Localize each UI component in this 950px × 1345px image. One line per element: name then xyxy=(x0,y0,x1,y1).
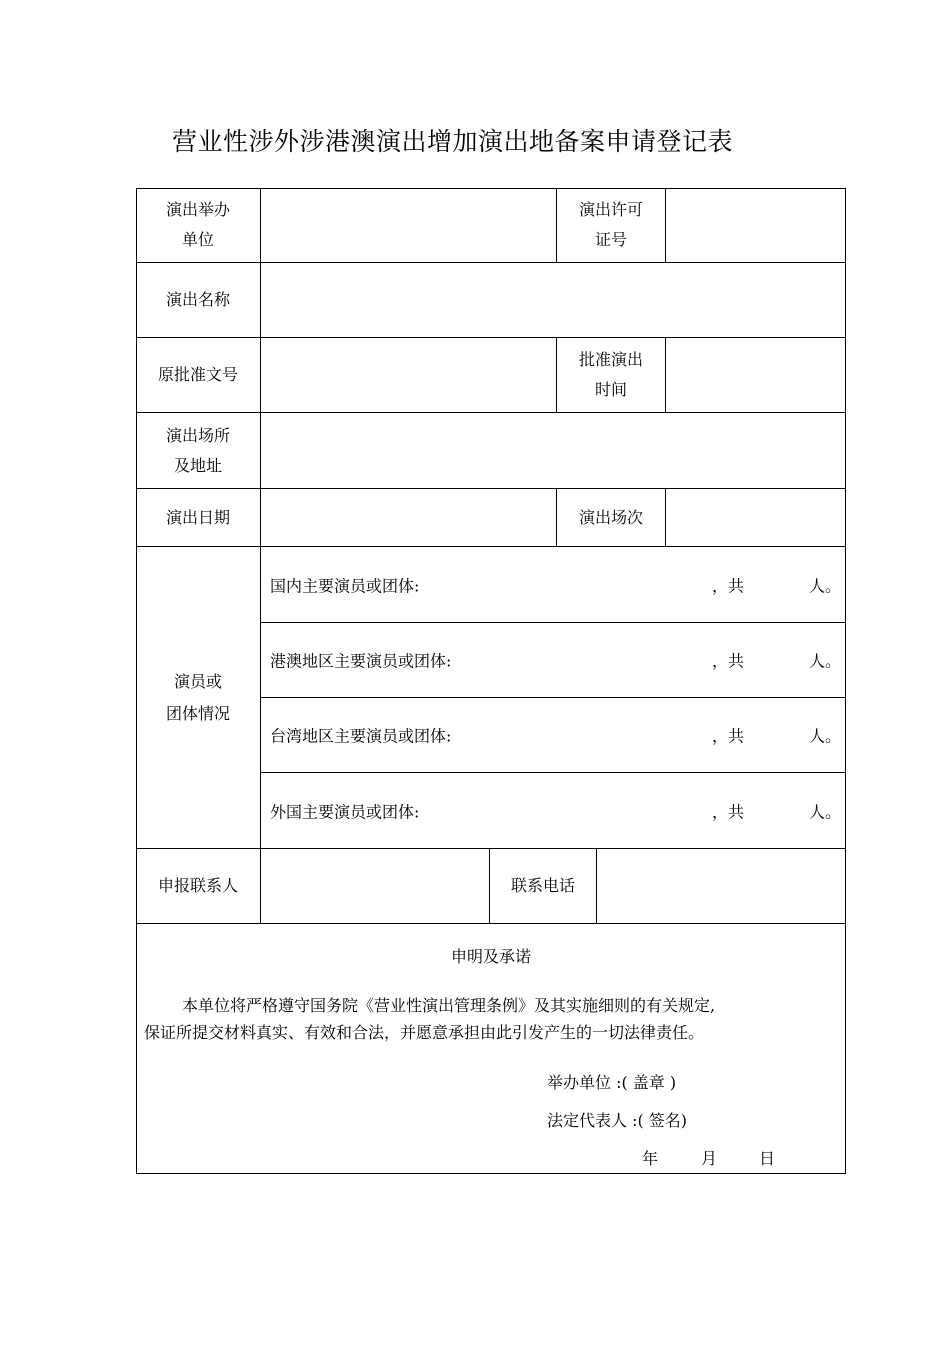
contact-field[interactable] xyxy=(261,849,489,923)
count-prefix: ，共 xyxy=(712,726,745,745)
date-field[interactable] xyxy=(261,489,556,546)
performance-name-label: 演出名称 xyxy=(165,290,230,309)
organizer-seal-line: 举办单位 :( 盖章 ) xyxy=(547,1073,677,1092)
count-suffix: 人。 xyxy=(809,802,842,821)
performers-domestic-row[interactable] xyxy=(261,547,846,622)
count-prefix: ，共 xyxy=(712,651,745,670)
approval-doc-field[interactable] xyxy=(261,338,556,412)
performance-name-field[interactable] xyxy=(261,263,845,337)
performers-foreign-label: 外国主要演员或团体: xyxy=(270,802,420,821)
phone-field[interactable] xyxy=(597,849,845,923)
form-title: 营业性涉外涉港澳演出增加演出地备案申请登记表 xyxy=(171,127,733,156)
license-field[interactable] xyxy=(666,188,845,262)
organizer-field[interactable] xyxy=(261,188,556,262)
date-year: 年 xyxy=(642,1149,659,1168)
date-month: 月 xyxy=(701,1149,718,1168)
declaration-text xyxy=(144,992,844,1046)
legal-representative-line: 法定代表人 :( 签名) xyxy=(547,1111,688,1130)
contact-label: 申报联系人 xyxy=(157,876,238,895)
sessions-field[interactable] xyxy=(666,489,845,546)
count-prefix: ，共 xyxy=(712,576,745,595)
declaration-line-2: 保证所提交材料真实、有效和合法，并愿意承担由此引发产生的一切法律责任。 xyxy=(144,1023,705,1042)
approval-doc-label: 原批准文号 xyxy=(157,365,238,384)
registration-form xyxy=(136,188,846,1174)
performers-taiwan-row[interactable] xyxy=(261,697,846,772)
count-suffix: 人。 xyxy=(809,576,842,595)
venue-label: 演出场所 及地址 xyxy=(165,425,230,475)
performers-hk-macau-row[interactable] xyxy=(261,622,846,697)
sessions-label: 演出场次 xyxy=(578,507,643,527)
declaration-line-1: 本单位将严格遵守国务院《营业性演出管理条例》及其实施细则的有关规定, xyxy=(182,996,716,1015)
license-label: 演出许可 证号 xyxy=(578,200,643,249)
performers-hk-macau-label: 港澳地区主要演员或团体: xyxy=(270,651,452,670)
count-suffix: 人。 xyxy=(809,651,842,670)
approval-time-field[interactable] xyxy=(666,338,845,412)
date-day: 日 xyxy=(759,1149,776,1168)
phone-label: 联系电话 xyxy=(510,876,575,895)
date-label: 演出日期 xyxy=(165,507,230,527)
performers-taiwan-label: 台湾地区主要演员或团体: xyxy=(270,726,452,745)
performers-foreign-row[interactable] xyxy=(261,773,846,848)
venue-field[interactable] xyxy=(261,413,845,488)
count-suffix: 人。 xyxy=(809,726,842,745)
declaration-title: 申明及承诺 xyxy=(450,947,531,966)
count-prefix: ，共 xyxy=(712,802,745,821)
approval-time-label: 批准演出 时间 xyxy=(578,350,643,399)
performers-domestic-label: 国内主要演员或团体: xyxy=(270,576,420,595)
performers-label: 演员或 团体情况 xyxy=(165,671,230,723)
organizer-label: 演出举办 单位 xyxy=(165,200,230,249)
